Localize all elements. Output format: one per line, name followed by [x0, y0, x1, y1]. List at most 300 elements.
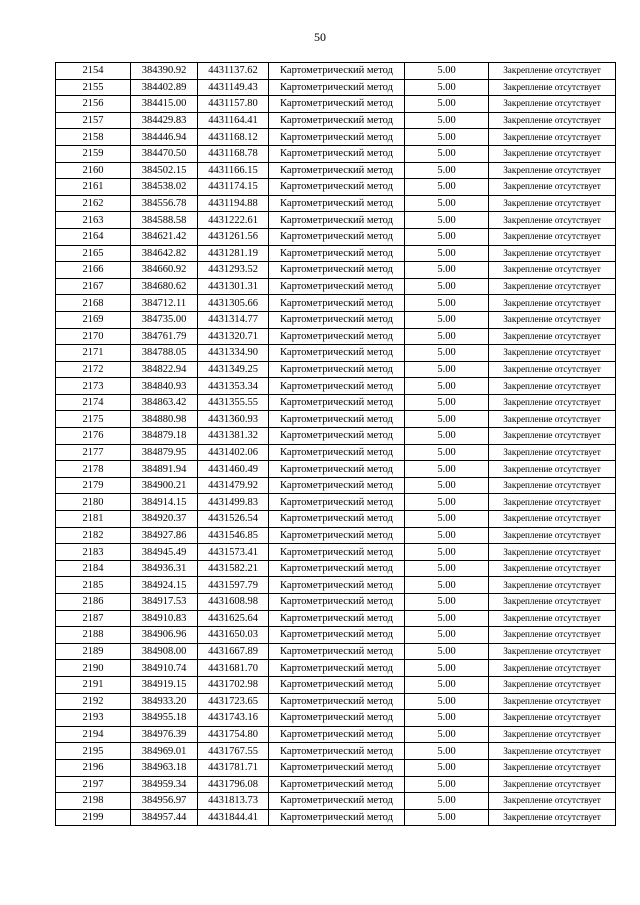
- method-cell: Картометрический метод: [269, 643, 405, 660]
- y-coordinate-cell: 4431360.93: [198, 411, 269, 428]
- point-number-cell: 2181: [56, 511, 131, 528]
- point-number-cell: 2198: [56, 793, 131, 810]
- y-coordinate-cell: 4431334.90: [198, 345, 269, 362]
- y-coordinate-cell: 4431168.12: [198, 129, 269, 146]
- x-coordinate-cell: 384470.50: [131, 145, 198, 162]
- y-coordinate-cell: 4431573.41: [198, 544, 269, 561]
- point-number-cell: 2168: [56, 295, 131, 312]
- method-cell: Картометрический метод: [269, 444, 405, 461]
- point-number-cell: 2179: [56, 477, 131, 494]
- accuracy-cell: 5.00: [405, 145, 489, 162]
- method-cell: Картометрический метод: [269, 793, 405, 810]
- x-coordinate-cell: 384914.15: [131, 494, 198, 511]
- point-number-cell: 2197: [56, 776, 131, 793]
- x-coordinate-cell: 384919.15: [131, 676, 198, 693]
- y-coordinate-cell: 4431702.98: [198, 676, 269, 693]
- point-number-cell: 2173: [56, 378, 131, 395]
- point-number-cell: 2177: [56, 444, 131, 461]
- accuracy-cell: 5.00: [405, 162, 489, 179]
- accuracy-cell: 5.00: [405, 643, 489, 660]
- accuracy-cell: 5.00: [405, 461, 489, 478]
- x-coordinate-cell: 384680.62: [131, 278, 198, 295]
- point-number-cell: 2167: [56, 278, 131, 295]
- accuracy-cell: 5.00: [405, 394, 489, 411]
- method-cell: Картометрический метод: [269, 179, 405, 196]
- fixing-cell: Закрепление отсутствует: [489, 776, 616, 793]
- point-number-cell: 2182: [56, 527, 131, 544]
- point-number-cell: 2180: [56, 494, 131, 511]
- accuracy-cell: 5.00: [405, 726, 489, 743]
- y-coordinate-cell: 4431460.49: [198, 461, 269, 478]
- point-number-cell: 2194: [56, 726, 131, 743]
- page-number: 50: [314, 30, 326, 44]
- method-cell: Картометрический метод: [269, 428, 405, 445]
- y-coordinate-cell: 4431261.56: [198, 228, 269, 245]
- x-coordinate-cell: 384429.83: [131, 112, 198, 129]
- table-row: [56, 345, 616, 362]
- y-coordinate-cell: 4431681.70: [198, 660, 269, 677]
- accuracy-cell: 5.00: [405, 112, 489, 129]
- x-coordinate-cell: 384556.78: [131, 195, 198, 212]
- x-coordinate-cell: 384910.83: [131, 610, 198, 627]
- accuracy-cell: 5.00: [405, 759, 489, 776]
- table-row: [56, 627, 616, 644]
- point-number-cell: 2164: [56, 228, 131, 245]
- accuracy-cell: 5.00: [405, 295, 489, 312]
- table-row: [56, 79, 616, 96]
- y-coordinate-cell: 4431844.41: [198, 809, 269, 826]
- accuracy-cell: 5.00: [405, 228, 489, 245]
- fixing-cell: Закрепление отсутствует: [489, 643, 616, 660]
- x-coordinate-cell: 384910.74: [131, 660, 198, 677]
- method-cell: Картометрический метод: [269, 195, 405, 212]
- table-row: [56, 361, 616, 378]
- fixing-cell: Закрепление отсутствует: [489, 660, 616, 677]
- x-coordinate-cell: 384956.97: [131, 793, 198, 810]
- y-coordinate-cell: 4431796.08: [198, 776, 269, 793]
- fixing-cell: Закрепление отсутствует: [489, 262, 616, 279]
- method-cell: Картометрический метод: [269, 710, 405, 727]
- accuracy-cell: 5.00: [405, 444, 489, 461]
- fixing-cell: Закрепление отсутствует: [489, 444, 616, 461]
- accuracy-cell: 5.00: [405, 212, 489, 229]
- accuracy-cell: 5.00: [405, 743, 489, 760]
- point-number-cell: 2192: [56, 693, 131, 710]
- table-row: [56, 245, 616, 262]
- y-coordinate-cell: 4431314.77: [198, 311, 269, 328]
- table-row: [56, 676, 616, 693]
- y-coordinate-cell: 4431174.15: [198, 179, 269, 196]
- table-row: [56, 710, 616, 727]
- x-coordinate-cell: 384879.95: [131, 444, 198, 461]
- point-number-cell: 2185: [56, 577, 131, 594]
- accuracy-cell: 5.00: [405, 560, 489, 577]
- method-cell: Картометрический метод: [269, 96, 405, 113]
- x-coordinate-cell: 384712.11: [131, 295, 198, 312]
- method-cell: Картометрический метод: [269, 212, 405, 229]
- fixing-cell: Закрепление отсутствует: [489, 428, 616, 445]
- y-coordinate-cell: 4431281.19: [198, 245, 269, 262]
- table-row: [56, 477, 616, 494]
- x-coordinate-cell: 384588.58: [131, 212, 198, 229]
- x-coordinate-cell: 384642.82: [131, 245, 198, 262]
- method-cell: Картометрический метод: [269, 726, 405, 743]
- method-cell: Картометрический метод: [269, 311, 405, 328]
- coordinates-table: [55, 62, 616, 826]
- method-cell: Картометрический метод: [269, 743, 405, 760]
- table-row: [56, 262, 616, 279]
- fixing-cell: Закрепление отсутствует: [489, 328, 616, 345]
- method-cell: Картометрический метод: [269, 228, 405, 245]
- point-number-cell: 2165: [56, 245, 131, 262]
- method-cell: Картометрический метод: [269, 129, 405, 146]
- fixing-cell: Закрепление отсутствует: [489, 477, 616, 494]
- table-row: [56, 295, 616, 312]
- method-cell: Картометрический метод: [269, 378, 405, 395]
- coordinates-table-body: [56, 63, 616, 826]
- accuracy-cell: 5.00: [405, 527, 489, 544]
- table-row: [56, 328, 616, 345]
- accuracy-cell: 5.00: [405, 129, 489, 146]
- y-coordinate-cell: 4431194.88: [198, 195, 269, 212]
- point-number-cell: 2162: [56, 195, 131, 212]
- y-coordinate-cell: 4431301.31: [198, 278, 269, 295]
- fixing-cell: Закрепление отсутствует: [489, 610, 616, 627]
- table-row: [56, 112, 616, 129]
- accuracy-cell: 5.00: [405, 793, 489, 810]
- x-coordinate-cell: 384917.53: [131, 594, 198, 611]
- accuracy-cell: 5.00: [405, 577, 489, 594]
- table-row: [56, 776, 616, 793]
- point-number-cell: 2166: [56, 262, 131, 279]
- y-coordinate-cell: 4431754.80: [198, 726, 269, 743]
- y-coordinate-cell: 4431305.66: [198, 295, 269, 312]
- accuracy-cell: 5.00: [405, 328, 489, 345]
- method-cell: Картометрический метод: [269, 79, 405, 96]
- table-row: [56, 577, 616, 594]
- y-coordinate-cell: 4431166.15: [198, 162, 269, 179]
- accuracy-cell: 5.00: [405, 544, 489, 561]
- table-row: [56, 809, 616, 826]
- accuracy-cell: 5.00: [405, 411, 489, 428]
- accuracy-cell: 5.00: [405, 63, 489, 80]
- y-coordinate-cell: 4431526.54: [198, 511, 269, 528]
- fixing-cell: Закрепление отсутствует: [489, 594, 616, 611]
- accuracy-cell: 5.00: [405, 278, 489, 295]
- y-coordinate-cell: 4431608.98: [198, 594, 269, 611]
- accuracy-cell: 5.00: [405, 477, 489, 494]
- y-coordinate-cell: 4431546.85: [198, 527, 269, 544]
- x-coordinate-cell: 384879.18: [131, 428, 198, 445]
- table-row: [56, 594, 616, 611]
- y-coordinate-cell: 4431353.34: [198, 378, 269, 395]
- fixing-cell: Закрепление отсутствует: [489, 212, 616, 229]
- point-number-cell: 2156: [56, 96, 131, 113]
- point-number-cell: 2195: [56, 743, 131, 760]
- fixing-cell: Закрепление отсутствует: [489, 710, 616, 727]
- point-number-cell: 2196: [56, 759, 131, 776]
- table-row: [56, 278, 616, 295]
- x-coordinate-cell: 384959.34: [131, 776, 198, 793]
- accuracy-cell: 5.00: [405, 610, 489, 627]
- method-cell: Картометрический метод: [269, 477, 405, 494]
- accuracy-cell: 5.00: [405, 494, 489, 511]
- method-cell: Картометрический метод: [269, 361, 405, 378]
- y-coordinate-cell: 4431149.43: [198, 79, 269, 96]
- table-row: [56, 228, 616, 245]
- y-coordinate-cell: 4431582.21: [198, 560, 269, 577]
- fixing-cell: Закрепление отсутствует: [489, 228, 616, 245]
- table-row: [56, 411, 616, 428]
- y-coordinate-cell: 4431781.71: [198, 759, 269, 776]
- x-coordinate-cell: 384908.00: [131, 643, 198, 660]
- point-number-cell: 2158: [56, 129, 131, 146]
- accuracy-cell: 5.00: [405, 179, 489, 196]
- y-coordinate-cell: 4431597.79: [198, 577, 269, 594]
- table-row: [56, 527, 616, 544]
- method-cell: Картометрический метод: [269, 809, 405, 826]
- fixing-cell: Закрепление отсутствует: [489, 311, 616, 328]
- method-cell: Картометрический метод: [269, 544, 405, 561]
- x-coordinate-cell: 384920.37: [131, 511, 198, 528]
- x-coordinate-cell: 384906.96: [131, 627, 198, 644]
- method-cell: Картометрический метод: [269, 776, 405, 793]
- x-coordinate-cell: 384976.39: [131, 726, 198, 743]
- accuracy-cell: 5.00: [405, 511, 489, 528]
- table-row: [56, 660, 616, 677]
- method-cell: Картометрический метод: [269, 145, 405, 162]
- method-cell: Картометрический метод: [269, 577, 405, 594]
- point-number-cell: 2155: [56, 79, 131, 96]
- y-coordinate-cell: 4431349.25: [198, 361, 269, 378]
- method-cell: Картометрический метод: [269, 245, 405, 262]
- point-number-cell: 2191: [56, 676, 131, 693]
- fixing-cell: Закрепление отсутствует: [489, 743, 616, 760]
- fixing-cell: Закрепление отсутствует: [489, 245, 616, 262]
- table-row: [56, 444, 616, 461]
- accuracy-cell: 5.00: [405, 311, 489, 328]
- x-coordinate-cell: 384415.00: [131, 96, 198, 113]
- accuracy-cell: 5.00: [405, 693, 489, 710]
- x-coordinate-cell: 384891.94: [131, 461, 198, 478]
- table-row: [56, 743, 616, 760]
- table-row: [56, 544, 616, 561]
- method-cell: Картометрический метод: [269, 112, 405, 129]
- fixing-cell: Закрепление отсутствует: [489, 162, 616, 179]
- fixing-cell: Закрепление отсутствует: [489, 726, 616, 743]
- accuracy-cell: 5.00: [405, 809, 489, 826]
- method-cell: Картометрический метод: [269, 610, 405, 627]
- method-cell: Картометрический метод: [269, 461, 405, 478]
- accuracy-cell: 5.00: [405, 245, 489, 262]
- y-coordinate-cell: 4431137.62: [198, 63, 269, 80]
- method-cell: Картометрический метод: [269, 494, 405, 511]
- accuracy-cell: 5.00: [405, 195, 489, 212]
- fixing-cell: Закрепление отсутствует: [489, 394, 616, 411]
- table-row: [56, 129, 616, 146]
- accuracy-cell: 5.00: [405, 428, 489, 445]
- accuracy-cell: 5.00: [405, 96, 489, 113]
- y-coordinate-cell: 4431320.71: [198, 328, 269, 345]
- fixing-cell: Закрепление отсутствует: [489, 793, 616, 810]
- y-coordinate-cell: 4431499.83: [198, 494, 269, 511]
- x-coordinate-cell: 384955.18: [131, 710, 198, 727]
- method-cell: Картометрический метод: [269, 63, 405, 80]
- point-number-cell: 2188: [56, 627, 131, 644]
- fixing-cell: Закрепление отсутствует: [489, 129, 616, 146]
- table-row: [56, 428, 616, 445]
- y-coordinate-cell: 4431164.41: [198, 112, 269, 129]
- accuracy-cell: 5.00: [405, 361, 489, 378]
- fixing-cell: Закрепление отсутствует: [489, 361, 616, 378]
- fixing-cell: Закрепление отсутствует: [489, 96, 616, 113]
- x-coordinate-cell: 384933.20: [131, 693, 198, 710]
- method-cell: Картометрический метод: [269, 759, 405, 776]
- table-row: [56, 145, 616, 162]
- y-coordinate-cell: 4431168.78: [198, 145, 269, 162]
- fixing-cell: Закрепление отсутствует: [489, 577, 616, 594]
- x-coordinate-cell: 384822.94: [131, 361, 198, 378]
- fixing-cell: Закрепление отсутствует: [489, 627, 616, 644]
- y-coordinate-cell: 4431381.32: [198, 428, 269, 445]
- x-coordinate-cell: 384945.49: [131, 544, 198, 561]
- y-coordinate-cell: 4431479.92: [198, 477, 269, 494]
- method-cell: Картометрический метод: [269, 676, 405, 693]
- table-row: [56, 610, 616, 627]
- fixing-cell: Закрепление отсутствует: [489, 676, 616, 693]
- table-row: [56, 461, 616, 478]
- fixing-cell: Закрепление отсутствует: [489, 560, 616, 577]
- y-coordinate-cell: 4431723.65: [198, 693, 269, 710]
- point-number-cell: 2193: [56, 710, 131, 727]
- fixing-cell: Закрепление отсутствует: [489, 195, 616, 212]
- method-cell: Картометрический метод: [269, 262, 405, 279]
- table-row: [56, 693, 616, 710]
- fixing-cell: Закрепление отсутствует: [489, 461, 616, 478]
- point-number-cell: 2171: [56, 345, 131, 362]
- y-coordinate-cell: 4431667.89: [198, 643, 269, 660]
- method-cell: Картометрический метод: [269, 394, 405, 411]
- fixing-cell: Закрепление отсутствует: [489, 278, 616, 295]
- table-row: [56, 759, 616, 776]
- fixing-cell: Закрепление отсутствует: [489, 63, 616, 80]
- table-row: [56, 195, 616, 212]
- method-cell: Картометрический метод: [269, 660, 405, 677]
- accuracy-cell: 5.00: [405, 79, 489, 96]
- x-coordinate-cell: 384621.42: [131, 228, 198, 245]
- accuracy-cell: 5.00: [405, 345, 489, 362]
- point-number-cell: 2199: [56, 809, 131, 826]
- y-coordinate-cell: 4431813.73: [198, 793, 269, 810]
- method-cell: Картометрический метод: [269, 627, 405, 644]
- y-coordinate-cell: 4431293.52: [198, 262, 269, 279]
- fixing-cell: Закрепление отсутствует: [489, 179, 616, 196]
- x-coordinate-cell: 384840.93: [131, 378, 198, 395]
- table-row: [56, 726, 616, 743]
- y-coordinate-cell: 4431767.55: [198, 743, 269, 760]
- point-number-cell: 2170: [56, 328, 131, 345]
- method-cell: Картометрический метод: [269, 594, 405, 611]
- x-coordinate-cell: 384957.44: [131, 809, 198, 826]
- method-cell: Картометрический метод: [269, 345, 405, 362]
- table-row: [56, 560, 616, 577]
- method-cell: Картометрический метод: [269, 278, 405, 295]
- x-coordinate-cell: 384900.21: [131, 477, 198, 494]
- x-coordinate-cell: 384446.94: [131, 129, 198, 146]
- y-coordinate-cell: 4431625.64: [198, 610, 269, 627]
- table-row: [56, 378, 616, 395]
- method-cell: Картометрический метод: [269, 411, 405, 428]
- accuracy-cell: 5.00: [405, 627, 489, 644]
- x-coordinate-cell: 384788.05: [131, 345, 198, 362]
- x-coordinate-cell: 384924.15: [131, 577, 198, 594]
- point-number-cell: 2186: [56, 594, 131, 611]
- fixing-cell: Закрепление отсутствует: [489, 759, 616, 776]
- method-cell: Картометрический метод: [269, 560, 405, 577]
- method-cell: Картометрический метод: [269, 295, 405, 312]
- table-row: [56, 511, 616, 528]
- x-coordinate-cell: 384502.15: [131, 162, 198, 179]
- x-coordinate-cell: 384863.42: [131, 394, 198, 411]
- fixing-cell: Закрепление отсутствует: [489, 511, 616, 528]
- x-coordinate-cell: 384402.89: [131, 79, 198, 96]
- accuracy-cell: 5.00: [405, 776, 489, 793]
- fixing-cell: Закрепление отсутствует: [489, 411, 616, 428]
- x-coordinate-cell: 384735.00: [131, 311, 198, 328]
- y-coordinate-cell: 4431355.55: [198, 394, 269, 411]
- fixing-cell: Закрепление отсутствует: [489, 544, 616, 561]
- point-number-cell: 2159: [56, 145, 131, 162]
- x-coordinate-cell: 384538.02: [131, 179, 198, 196]
- y-coordinate-cell: 4431402.06: [198, 444, 269, 461]
- method-cell: Картометрический метод: [269, 511, 405, 528]
- y-coordinate-cell: 4431157.80: [198, 96, 269, 113]
- accuracy-cell: 5.00: [405, 594, 489, 611]
- y-coordinate-cell: 4431650.03: [198, 627, 269, 644]
- point-number-cell: 2161: [56, 179, 131, 196]
- accuracy-cell: 5.00: [405, 660, 489, 677]
- fixing-cell: Закрепление отсутствует: [489, 295, 616, 312]
- accuracy-cell: 5.00: [405, 378, 489, 395]
- fixing-cell: Закрепление отсутствует: [489, 79, 616, 96]
- point-number-cell: 2172: [56, 361, 131, 378]
- fixing-cell: Закрепление отсутствует: [489, 145, 616, 162]
- y-coordinate-cell: 4431222.61: [198, 212, 269, 229]
- point-number-cell: 2169: [56, 311, 131, 328]
- method-cell: Картометрический метод: [269, 693, 405, 710]
- method-cell: Картометрический метод: [269, 162, 405, 179]
- point-number-cell: 2175: [56, 411, 131, 428]
- table-row: [56, 643, 616, 660]
- accuracy-cell: 5.00: [405, 676, 489, 693]
- point-number-cell: 2187: [56, 610, 131, 627]
- point-number-cell: 2157: [56, 112, 131, 129]
- point-number-cell: 2163: [56, 212, 131, 229]
- table-row: [56, 394, 616, 411]
- fixing-cell: Закрепление отсутствует: [489, 112, 616, 129]
- x-coordinate-cell: 384963.18: [131, 759, 198, 776]
- fixing-cell: Закрепление отсутствует: [489, 494, 616, 511]
- point-number-cell: 2178: [56, 461, 131, 478]
- x-coordinate-cell: 384390.92: [131, 63, 198, 80]
- fixing-cell: Закрепление отсутствует: [489, 527, 616, 544]
- point-number-cell: 2160: [56, 162, 131, 179]
- method-cell: Картометрический метод: [269, 328, 405, 345]
- accuracy-cell: 5.00: [405, 710, 489, 727]
- method-cell: Картометрический метод: [269, 527, 405, 544]
- accuracy-cell: 5.00: [405, 262, 489, 279]
- fixing-cell: Закрепление отсутствует: [489, 693, 616, 710]
